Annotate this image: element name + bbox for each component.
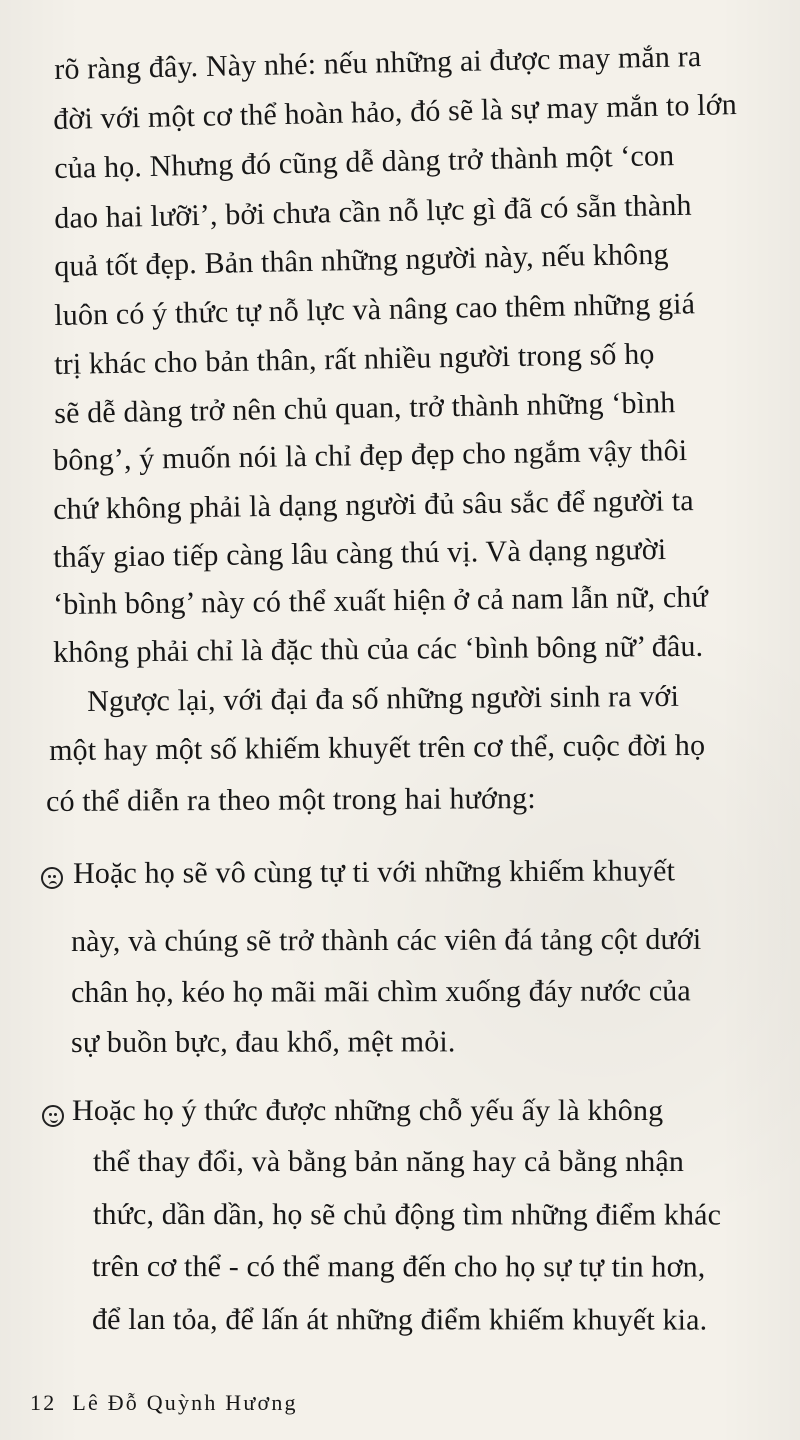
happy-face-icon [42,1105,64,1127]
bullet-1-line-1: Hoặc họ sẽ vô cùng tự ti với những khiếm khuyết [72,854,676,890]
bullet-1-line-2: này, và chúng sẽ trở thành các viên đá tảng cột dưới [70,922,702,958]
paragraph-1-line-3: của họ. Nhưng đó cũng dễ dàng trở thành một ‘con [53,139,675,185]
paragraph-2-line-3: có thể diễn ra theo một trong hai hướng: [45,782,536,818]
happy-face-mouth [50,1116,58,1123]
paragraph-1-line-5: quả tốt đẹp. Bản thân những người này, nếu không [53,237,669,283]
paragraph-1-line-11: thấy giao tiếp càng lâu càng thú vị. Và dạng người [52,532,667,574]
paragraph-2-line-2: một hay một số khiếm khuyết trên cơ thể, cuộc đời họ [48,728,706,767]
paragraph-1-line-1: rõ ràng đây. Này nhé: nếu những ai được may mắn ra [53,40,702,86]
paragraph-1-line-2: đời với một cơ thể hoàn hảo, đó sẽ là sự may mắn to lớn [52,88,738,136]
paragraph-1-line-8: sẽ dễ dàng trở nên chủ quan, trở thành những ‘bình [53,386,676,430]
bullet-1-line-3: chân họ, kéo họ mãi mãi chìm xuống đáy nước của [70,974,691,1009]
bullet-1-line-4: sự buồn bực, đau khổ, mệt mỏi. [70,1025,456,1059]
bullet-2-line-1: Hoặc họ ý thức được những chỗ yếu ấy là không [72,1094,664,1127]
paragraph-1-line-7: trị khác cho bản thân, rất nhiều người trong số họ [53,337,655,381]
bullet-2-line-4: trên cơ thể - có thể mang đến cho họ sự tự tin hơn, [91,1250,706,1284]
paragraph-1-line-6: luôn có ý thức tự nỗ lực và nâng cao thêm những giá [53,287,696,332]
page-footer [30,1390,298,1416]
paragraph-1-line-10: chứ không phải là dạng người đủ sâu sắc để người ta [52,484,694,526]
paragraph-2-line-1: Ngược lại, với đại đa số những người sinh ra với [86,679,680,718]
sad-face-icon [41,867,63,889]
paragraph-1-line-13: không phải chỉ là đặc thù của các ‘bình bông nữ’ đâu. [52,629,704,669]
author-name: Lê Đỗ Quỳnh Hương [72,1390,298,1415]
paragraph-1-line-4: dao hai lưỡi’, bởi chưa cần nỗ lực gì đã có sẵn thành [53,188,692,235]
bullet-2-line-5: để lan tỏa, để lấn át những điểm khiếm khuyết kia. [91,1303,708,1337]
paragraph-1-line-9: bông’, ý muốn nói là chỉ đẹp đẹp cho ngắm vậy thôi [52,434,688,477]
bullet-2-line-2: thể thay đổi, và bằng bản năng hay cả bằng nhận [93,1145,685,1178]
sad-face-mouth [49,881,57,888]
paragraph-1-line-12: ‘bình bông’ này có thể xuất hiện ở cả nam lẫn nữ, chứ [52,580,709,621]
page-number: 12 [30,1390,57,1415]
bullet-2-line-3: thức, dần dần, họ sẽ chủ động tìm những điểm khác [92,1198,722,1232]
